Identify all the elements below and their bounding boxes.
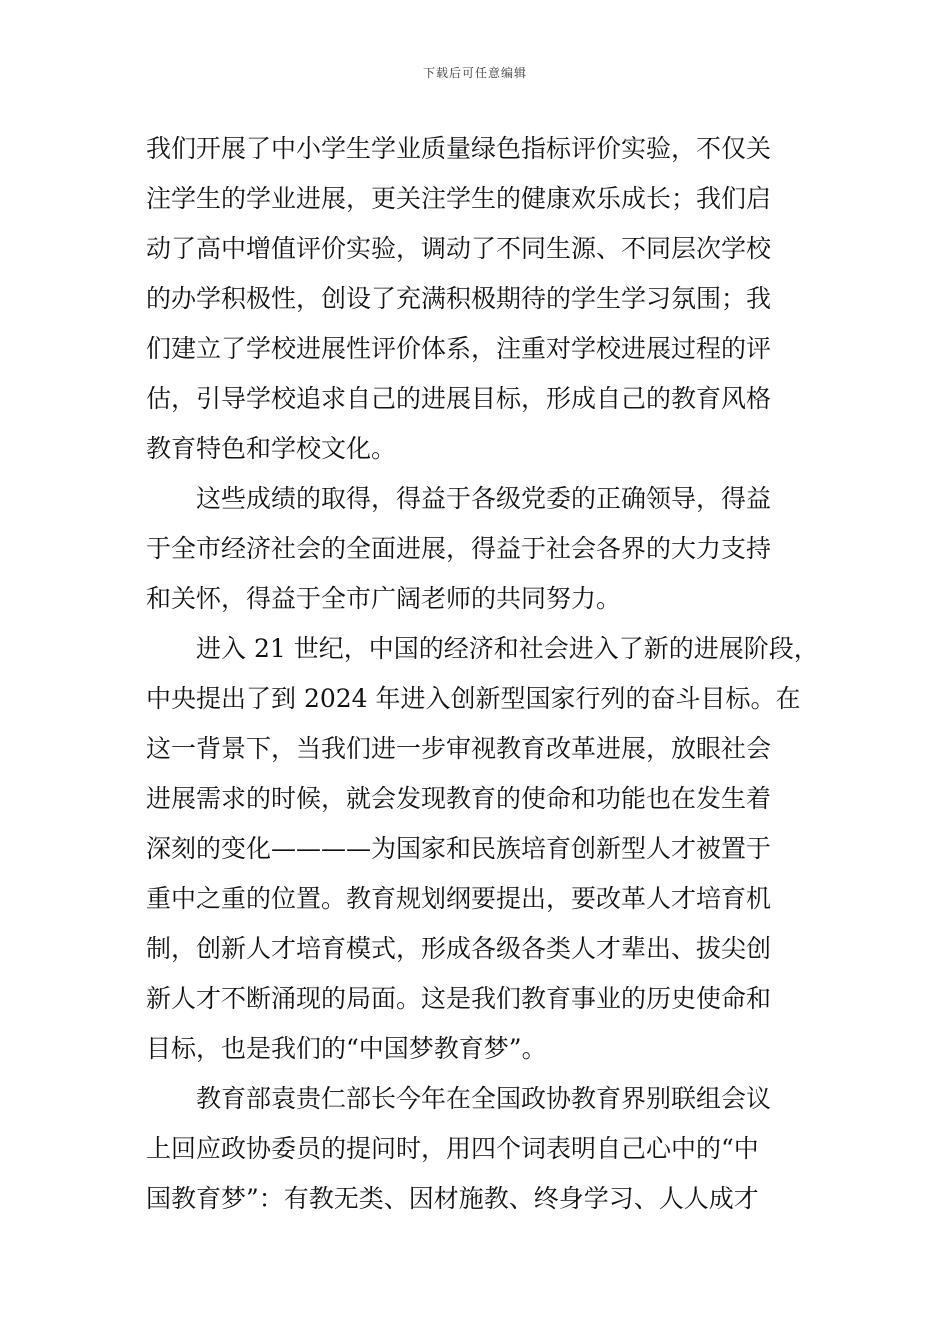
text-line: 国教育梦”：有教无类、因材施教、终身学习、人人成才 (146, 1184, 759, 1213)
page-header: 下载后可任意编辑 (422, 66, 527, 80)
text-line: 估，引导学校追求自己的进展目标，形成自己的教育风格 (146, 384, 772, 413)
text-line: 动了高中增值评价实验，调动了不同生源、不同层次学校 (146, 234, 772, 263)
text-line: 这一背景下，当我们进一步审视教育改革进展，放眼社会 (146, 734, 772, 763)
paragraph (146, 624, 819, 1074)
text-line: 和关怀，得益于全市广阔老师的共同努力。 (146, 584, 622, 613)
text-line: 们建立了学校进展性评价体系，注重对学校进展过程的评 (146, 334, 772, 363)
text-line: 中央提出了到 2024 年进入创新型国家行列的奋斗目标。在 (146, 684, 801, 713)
text-line: 新人才不断涌现的局面。这是我们教育事业的历史使命和 (146, 984, 772, 1013)
paragraph (146, 124, 810, 474)
text-line: 于全市经济社会的全面进展，得益于社会各界的大力支持 (146, 534, 772, 563)
text-line: 上回应政协委员的提问时，用四个词表明自己心中的“中 (146, 1134, 759, 1163)
text-line: 注学生的学业进展，更关注学生的健康欢乐成长；我们启 (146, 184, 772, 213)
text-line: 这些成绩的取得，得益于各级党委的正确领导，得益 (146, 484, 772, 513)
text-line: 进展需求的时候，就会发现教育的使命和功能也在发生着 (146, 784, 772, 813)
text-line: 深刻的变化————为国家和民族培育创新型人才被置于 (146, 834, 772, 863)
text-line: 教育部袁贵仁部长今年在全国政协教育界别联组会议 (146, 1084, 772, 1113)
document-body (146, 124, 819, 1224)
text-line: 的办学积极性，创设了充满积极期待的学生学习氛围；我 (146, 284, 772, 313)
paragraph (146, 474, 810, 624)
paragraph (146, 1074, 810, 1224)
text-line: 我们开展了中小学生学业质量绿色指标评价实验，不仅关 (146, 134, 772, 163)
text-line: 进入 21 世纪，中国的经济和社会进入了新的进展阶段， (146, 634, 819, 663)
text-line: 教育特色和学校文化。 (146, 434, 397, 463)
text-line: 制，创新人才培育模式，形成各级各类人才辈出、拔尖创 (146, 934, 772, 963)
text-line: 重中之重的位置。教育规划纲要提出，要改革人才培育机 (146, 884, 772, 913)
text-line: 目标，也是我们的“中国梦教育梦”。 (146, 1034, 547, 1063)
